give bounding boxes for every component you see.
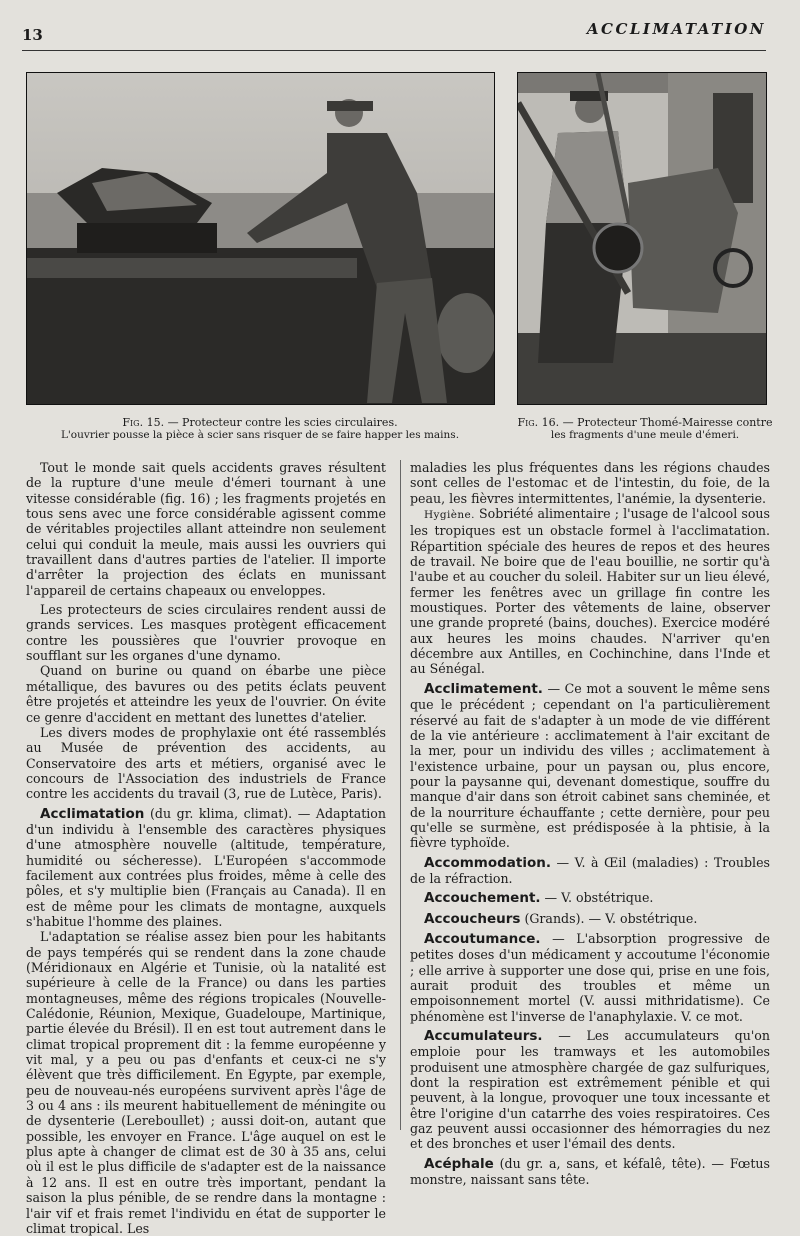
- right-column: [410, 460, 770, 1187]
- paragraph-musee: Les divers modes de prophylaxie ont été rassemblés au Musée de prévention des accidents, au Conservatoire des arts et métiers, organisé avec le concours de l'Association des industriels de France contre les accidents du travail (3, rue de Lutèce, Paris).: [26, 724, 386, 802]
- entry-acephale: [410, 1156, 770, 1188]
- term-accoucheurs: Accoucheurs: [424, 910, 521, 927]
- entry-accoucheurs: [410, 911, 770, 927]
- entry-accouchement: [410, 890, 770, 906]
- figure-15-label: Fig. 15.: [122, 416, 165, 429]
- figure-16-label: Fig. 16.: [517, 416, 560, 429]
- figure-15-subcaption: L'ouvrier pousse la pièce à scier sans risquer de se faire happer les mains.: [60, 429, 460, 441]
- term-acephale: Acéphale: [424, 1155, 494, 1172]
- grinder-worker-illustration: [518, 73, 766, 404]
- term-accumulateurs: Accumulateurs.: [424, 1028, 543, 1045]
- term-acclimatement: Acclimatement.: [424, 680, 543, 697]
- definition-accouchement: — V. obstétrique.: [544, 890, 654, 906]
- definition-accoucheurs: (Grands). — V. obstétrique.: [524, 910, 698, 926]
- term-accoutumance: Accoutumance.: [424, 930, 541, 947]
- paragraph-protecteurs: Les protecteurs de scies circulaires rendent aussi de grands services. Les masques protègent efficacement contre les poussières que l'ouvrier provoque en soufflant sur les organes d'une dynamo.: [26, 602, 386, 664]
- definition-accoutumance: — L'absorption progressive de petites doses d'un médicament y accoutume l'économie ; elle arrive à supporter une dose qui, prise en une fois, aurait produit des troubles et même un empoisonnement mortel (V. aussi mithridatisme). Ce phénomène est l'inverse de l'anaphylaxie. V. ce mot.: [410, 930, 770, 1024]
- definition-acclimatement: — Ce mot a souvent le même sens que le précédent ; cependant on l'a particulièrement réservé au fait de s'adapter à un mode de vie différent de la vie antérieure : acclimatement à l'air excitant de la mer, pour un individu des villes ; acclimatement à l'existence urbaine, pour un paysan ou, plus encore, pour la paysanne qui, devenant domestique, souffre du manque d'air dans son étroit cabinet sans cheminée, et de la nourriture échauffante ; cette dernière, pour peu qu'elle se surmène, est prédisposée à la phtisie, à la fièvre typhoïde.: [410, 680, 770, 851]
- running-title: ACCLIMATATION: [586, 20, 766, 38]
- left-column: [26, 460, 386, 1236]
- term-acclimatation: Acclimatation: [40, 805, 145, 822]
- label-hygiene: Hygiène.: [424, 509, 475, 522]
- paragraph-adaptation: L'adaptation se réalise assez bien pour les habitants de pays tempérés qui se rendent dans la zone chaude (Méridionaux en Algérie et Tunisie, où la natalité est supérieure à celle de la France) ou dans les parties montagneuses, même des régions tropicales (Nouvelle-Calédonie, Réunion, Mexique, Guadeloupe, Martinique, partie élevée du Brésil). Il en est tout autrement dans le climat tropical proprement dit : la femme européenne y vit mal, y a peu ou pas d'enfants et ceux-ci ne s'y élèvent que très difficilement. En Egypte, par exemple, peu de nouveau-nés européens survivent après l'âge de 3 ou 4 ans : ils meurent habituellement de méningite ou de dysenterie (Lereboullet) ; aussi doit-on, autant que possible, les envoyer en France. L'âge auquel on est le plus apte à changer de climat est de 30 à 35 ans, celui où il est le plus difficile de s'adapter est de la naissance à 12 ans. Il est en outre très important, pendant la saison la plus pénible, de se rendre dans la montagne : l'air vif et frais remet l'individu en état de supporter le climat tropical. Les: [26, 929, 386, 1236]
- figure-16-title: — Protecteur Thomé-Mairesse contre: [562, 416, 773, 429]
- paragraph-meule: Tout le monde sait quels accidents graves résultent de la rupture d'une meule d'émeri tournant à une vitesse considérable (fig. 16) ; les fragments projetés en tous sens avec une force considérable agissent comme de véritables projectiles allant atteindre non seulement celui qui conduit la meule, mais aussi les ouvriers qui travaillent dans d'autres parties de l'atelier. Il importe d'arrêter la projection des éclats en munissant l'appareil de certains chapeaux ou enveloppes.: [26, 460, 386, 598]
- saw-worker-illustration: [27, 73, 494, 404]
- term-accouchement: Accouchement.: [424, 890, 541, 907]
- text-hygiene: Sobriété alimentaire ; l'usage de l'alcool sous les tropiques est un obstacle formel à l'acclimatation. Répartition spéciale des heures de repos et des heures de travail. Ne boire que de l'eau bouillie, ne sortir qu'à l'aube et au coucher du soleil. Habiter sur un lieu élevé, fermer les fenêtres avec un grillage fin contre les moustiques. Porter des vêtements de laine, observer une grande propreté (bains, douches). Exercice modéré aux heures les moins chaudes. N'arriver qu'en décembre aux Antilles, en Cochinchine, dans l'Inde et au Sénégal.: [410, 506, 770, 677]
- definition-acephale: (du gr. a, sans, et kéfalê, tête). — Fœtus monstre, naissant sans tête.: [410, 1155, 770, 1188]
- term-accommodation: Accommodation.: [424, 854, 552, 871]
- definition-accumulateurs: — Les accumulateurs qu'on emploie pour les tramways et les automobiles produisent une atmosphère chargée de gaz sulfuriques, dont la respiration est extrêmement pénible et qui peuvent, à la longue, provoquer une toux incessante et être l'origine d'un catarrhe des voies respiratoires. Ces gaz peuvent aussi occasionner des hémorragies du nez et des bronches et user l'émail des dents.: [410, 1028, 770, 1152]
- entry-accumulateurs: [410, 1028, 770, 1152]
- definition-acclimatation: (du gr. klima, climat). — Adaptation d'un individu à l'ensemble des caractères physiques d'une atmosphère nouvelle (altitude, température, humidité ou sécheresse). L'Européen s'accommode facilement aux contrées plus froides, même à celle des pôles, et s'y multiplie bien (Français au Canada). Il en est de même pour les climats de montagne, auxquels s'habitue l'homme des plaines.: [26, 805, 386, 929]
- figure-16-subcaption: les fragments d'une meule d'émeri.: [550, 429, 740, 441]
- paragraph-lunettes: Quand on burine ou quand on ébarbe une pièce métallique, des bavures ou des petits éclats peuvent être projetés et atteindre les yeux de l'ouvrier. On évite ce genre d'accident en mettant des lunettes d'atelier.: [26, 663, 386, 725]
- definition-accommodation: — V. à Œil (maladies) : Troubles de la réfraction.: [410, 854, 770, 886]
- paragraph-hygiene: [410, 506, 770, 677]
- figure-16-caption: [515, 416, 775, 442]
- entry-accoutumance: [410, 931, 770, 1024]
- figure-15-title: — Protecteur contre les scies circulaires.: [167, 416, 398, 429]
- column-divider: [400, 460, 401, 1130]
- entry-accommodation: [410, 855, 770, 887]
- entry-acclimatement: [410, 681, 770, 851]
- figure-15-caption: [60, 416, 460, 442]
- paragraph-maladies: maladies les plus fréquentes dans les régions chaudes sont celles de l'estomac et de l'intestin, du foie, de la peau, les fièvres intermittentes, l'anémie, la dysenterie.: [410, 460, 770, 506]
- page-number: 13: [22, 26, 43, 44]
- header-rule: [22, 50, 766, 51]
- figure-15-photo: [26, 72, 495, 405]
- entry-acclimatation: [26, 806, 386, 930]
- figure-16-photo: [517, 72, 767, 405]
